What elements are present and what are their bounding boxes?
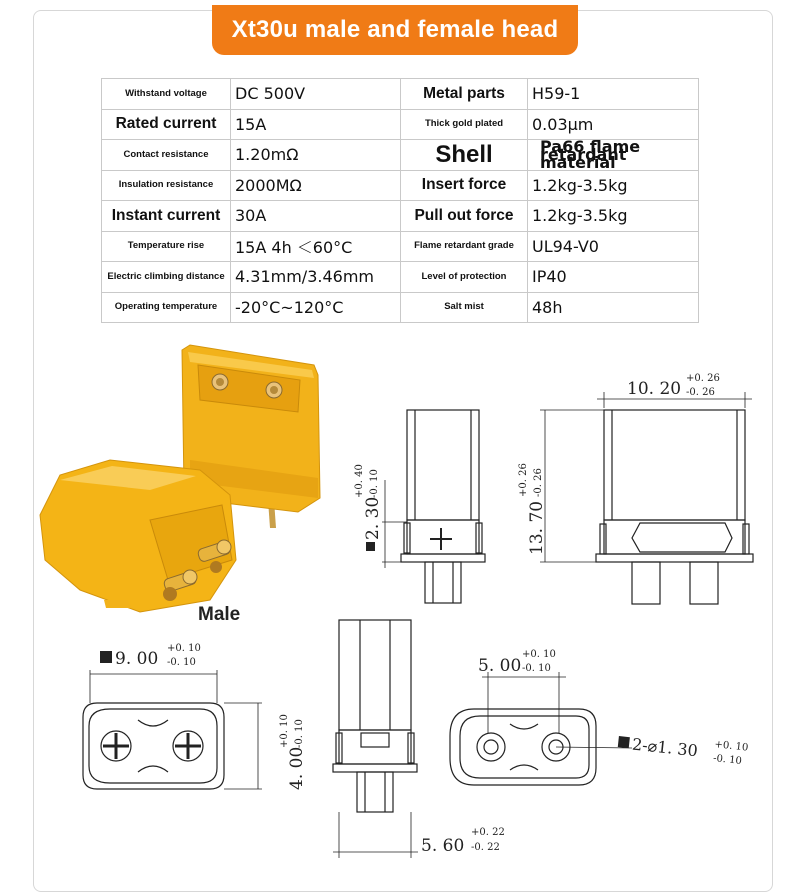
spec-value: 1.2kg-3.5kg	[528, 201, 699, 232]
spec-label: Metal parts	[401, 79, 528, 110]
hole-view-drawing	[450, 672, 632, 785]
dim-marker	[618, 736, 630, 748]
spec-label: Shell	[401, 140, 528, 171]
spec-value: DC 500V	[231, 79, 401, 110]
connector-photo	[40, 345, 320, 612]
spec-label: Insulation resistance	[102, 170, 231, 201]
dim-marker	[366, 542, 375, 551]
spec-label: Level of protection	[401, 262, 528, 293]
spec-value: IP40	[528, 262, 699, 293]
page-title: Xt30u male and female head	[212, 5, 578, 55]
dim-height: 13. 70	[527, 500, 547, 555]
spec-label: Electric climbing distance	[102, 262, 231, 293]
spec-label: Flame retardant grade	[401, 231, 528, 262]
spec-label: Withstand voltage	[102, 79, 231, 110]
spec-value: H59-1	[528, 79, 699, 110]
spec-value: UL94-V0	[528, 231, 699, 262]
dim-pitch-lower: -0. 10	[522, 663, 551, 674]
dim-pitch: 5. 00	[478, 656, 522, 676]
spec-label: Rated current	[102, 109, 231, 140]
narrow-side-drawing	[333, 620, 418, 858]
dim-width-top-lower: -0. 26	[686, 387, 715, 398]
spec-value: 15A	[231, 109, 401, 140]
spec-label: Operating temperature	[102, 292, 231, 323]
spec-label: Instant current	[102, 201, 231, 232]
spec-value: 2000MΩ	[231, 170, 401, 201]
spec-value: -20°C~120°C	[231, 292, 401, 323]
dim-pin-length-upper: +0. 40	[354, 464, 365, 498]
spec-label: Salt mist	[401, 292, 528, 323]
dim-face-width-lower: -0. 10	[167, 657, 196, 668]
dim-width-top: 10. 20	[627, 379, 682, 399]
spec-label: Thick gold plated	[401, 109, 528, 140]
spec-value: 0.03μm	[528, 109, 699, 140]
side-view-drawing	[382, 410, 485, 603]
spec-value: 15A 4h ＜60°C	[231, 231, 401, 262]
spec-label: Insert force	[401, 170, 528, 201]
spec-label: Pull out force	[401, 201, 528, 232]
dim-hole: 2-⌀1. 30	[631, 734, 699, 761]
spec-value: 30A	[231, 201, 401, 232]
dim-face-width-upper: +0. 10	[167, 643, 201, 654]
dim-marker	[100, 651, 112, 663]
dim-height-lower: -0. 26	[533, 468, 544, 497]
dim-side-width-lower: -0. 22	[471, 842, 500, 853]
dim-pin-length: 2. 30	[363, 496, 383, 540]
dim-width-top-upper: +0. 26	[686, 373, 720, 384]
face-view-drawing	[83, 670, 262, 789]
dim-face-height-upper: +0. 10	[279, 714, 290, 748]
dim-pin-length-lower: -0. 10	[369, 469, 380, 498]
dim-face-height: 4. 00	[287, 746, 307, 790]
spec-label: Temperature rise	[102, 231, 231, 262]
front-view-drawing	[540, 392, 753, 604]
spec-label: Contact resistance	[102, 140, 231, 171]
spec-value: Pa66 flame retardant material	[528, 140, 699, 171]
dim-side-width: 5. 60	[421, 836, 465, 856]
spec-value: 4.31mm/3.46mm	[231, 262, 401, 293]
spec-value: 1.20mΩ	[231, 140, 401, 171]
dim-hole-lower: -0. 10	[712, 753, 743, 767]
dim-hole-upper: +0. 10	[713, 739, 749, 754]
dim-height-upper: +0. 26	[518, 463, 529, 497]
spec-value: 1.2kg-3.5kg	[528, 170, 699, 201]
photo-label: Male	[198, 604, 241, 625]
dim-face-width: 9. 00	[115, 649, 159, 669]
dim-pitch-upper: +0. 10	[522, 649, 556, 660]
spec-value: 48h	[528, 292, 699, 323]
dim-face-height-lower: -0. 10	[294, 719, 305, 748]
dim-side-width-upper: +0. 22	[471, 827, 505, 838]
